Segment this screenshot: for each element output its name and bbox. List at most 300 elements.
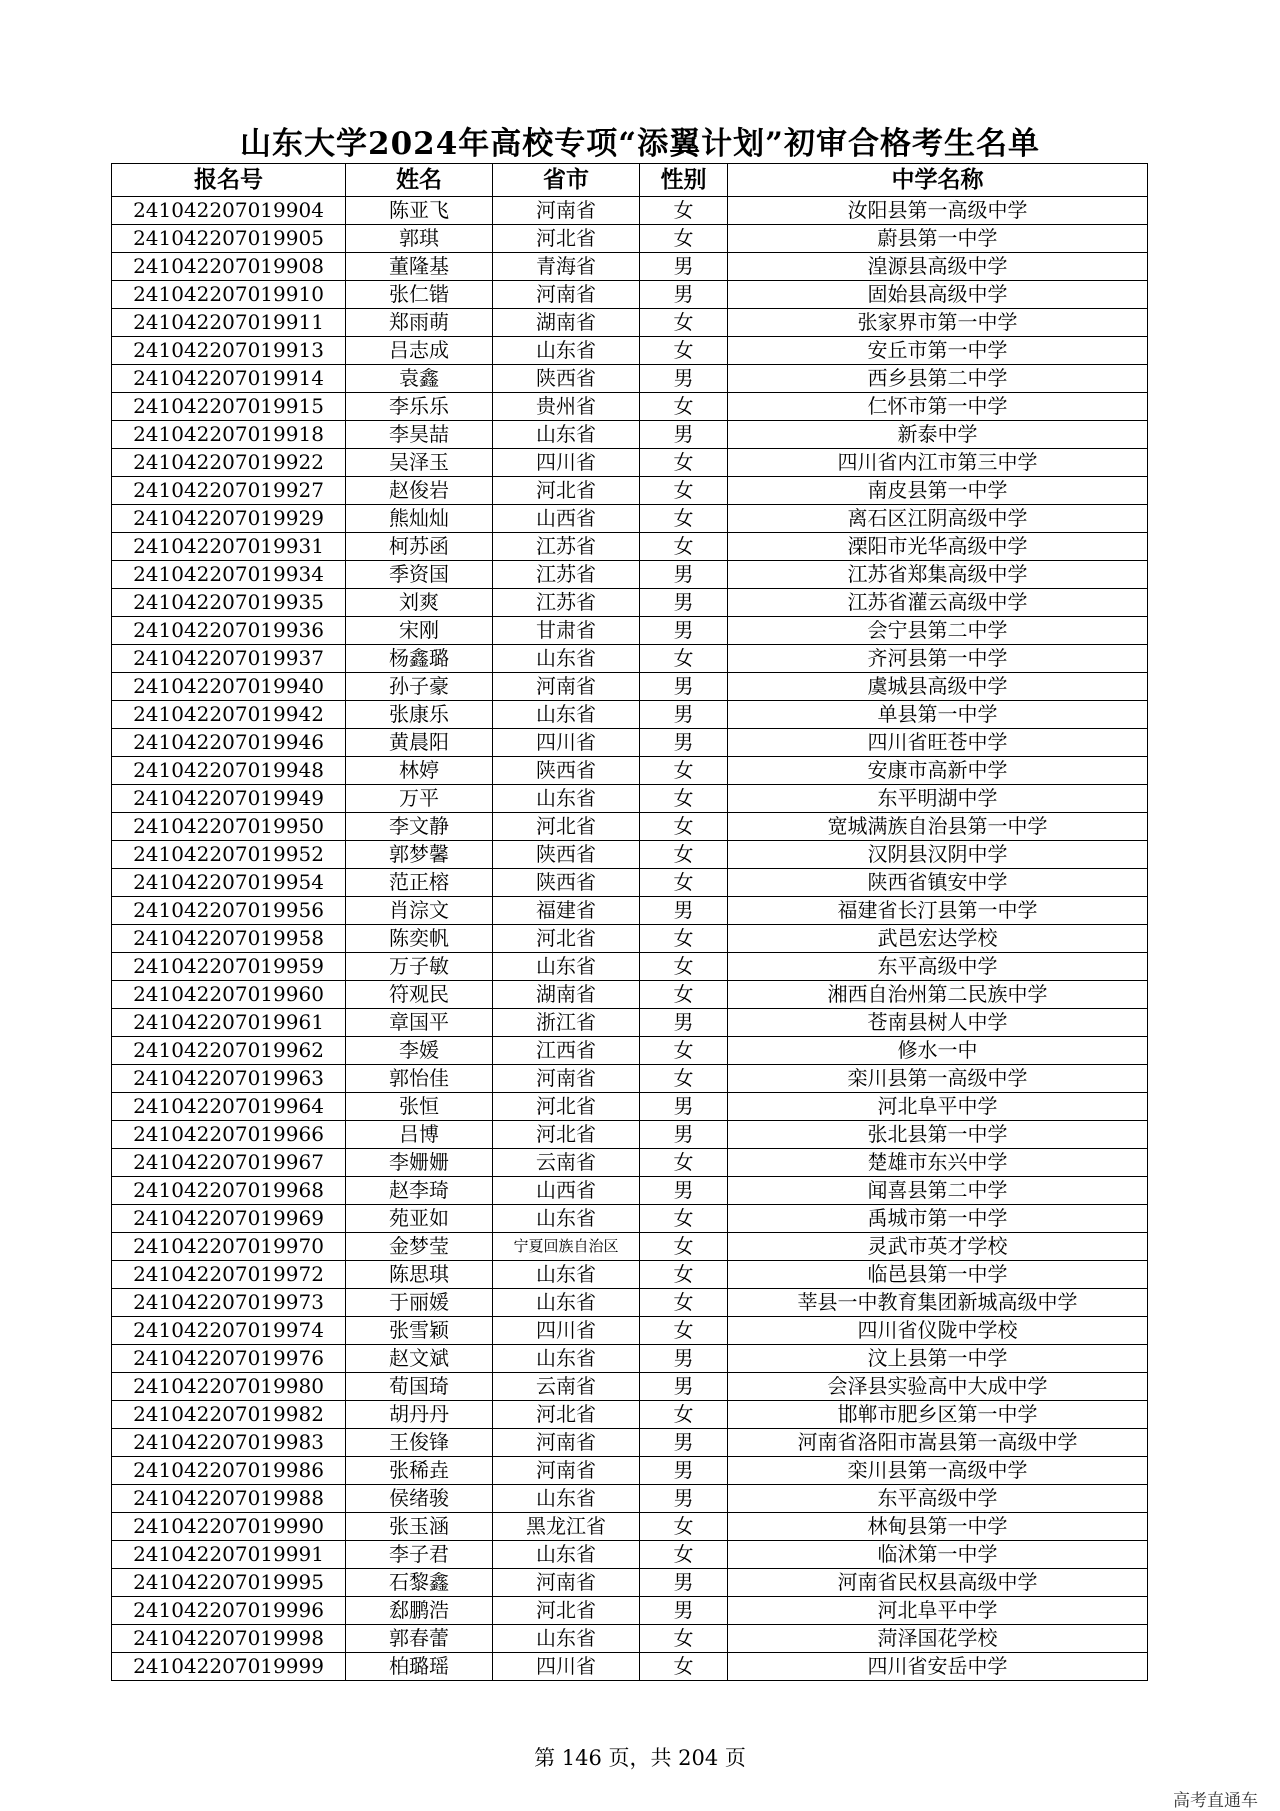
- cell-gender: 女: [640, 645, 728, 673]
- cell-gender: 女: [640, 1401, 728, 1429]
- table-row: [112, 869, 1148, 897]
- cell-gender: 男: [640, 701, 728, 729]
- cell-province: 山东省: [493, 1541, 640, 1569]
- cell-gender: 女: [640, 757, 728, 785]
- cell-registration-number: 241042207019913: [112, 337, 346, 365]
- table-row: [112, 1345, 1148, 1373]
- cell-name: 杨鑫璐: [346, 645, 493, 673]
- cell-school: 禹城市第一中学: [728, 1205, 1148, 1233]
- cell-name: 胡丹丹: [346, 1401, 493, 1429]
- cell-name: 李昊喆: [346, 421, 493, 449]
- header-gender: 性别: [640, 164, 728, 197]
- cell-school: 江苏省灌云高级中学: [728, 589, 1148, 617]
- cell-registration-number: 241042207019914: [112, 365, 346, 393]
- cell-province: 山东省: [493, 701, 640, 729]
- cell-name: 李子君: [346, 1541, 493, 1569]
- cell-province: 云南省: [493, 1149, 640, 1177]
- candidate-table: [111, 163, 1148, 1681]
- cell-gender: 女: [640, 1037, 728, 1065]
- cell-registration-number: 241042207019956: [112, 897, 346, 925]
- table-row: [112, 701, 1148, 729]
- page-title: 山东大学2024年高校专项“添翼计划”初审合格考生名单: [240, 126, 1040, 162]
- cell-name: 柏璐瑶: [346, 1653, 493, 1681]
- cell-school: 安康市高新中学: [728, 757, 1148, 785]
- cell-province: 河北省: [493, 1597, 640, 1625]
- cell-gender: 女: [640, 449, 728, 477]
- cell-name: 郭琪: [346, 225, 493, 253]
- cell-gender: 女: [640, 1653, 728, 1681]
- cell-gender: 男: [640, 1597, 728, 1625]
- cell-name: 荀国琦: [346, 1373, 493, 1401]
- header-province: 省市: [493, 164, 640, 197]
- cell-gender: 男: [640, 1009, 728, 1037]
- cell-name: 苑亚如: [346, 1205, 493, 1233]
- table-row: [112, 1653, 1148, 1681]
- cell-gender: 男: [640, 1177, 728, 1205]
- table-row: [112, 897, 1148, 925]
- cell-name: 吴泽玉: [346, 449, 493, 477]
- cell-gender: 男: [640, 281, 728, 309]
- cell-province: 江西省: [493, 1037, 640, 1065]
- cell-gender: 女: [640, 841, 728, 869]
- cell-province: 贵州省: [493, 393, 640, 421]
- cell-province: 云南省: [493, 1373, 640, 1401]
- cell-school: 临邑县第一中学: [728, 1261, 1148, 1289]
- cell-school: 陕西省镇安中学: [728, 869, 1148, 897]
- cell-gender: 女: [640, 533, 728, 561]
- cell-school: 栾川县第一高级中学: [728, 1065, 1148, 1093]
- cell-province: 四川省: [493, 729, 640, 757]
- cell-name: 范正榕: [346, 869, 493, 897]
- table-row: [112, 533, 1148, 561]
- cell-school: 四川省内江市第三中学: [728, 449, 1148, 477]
- cell-school: 江苏省郑集高级中学: [728, 561, 1148, 589]
- cell-registration-number: 241042207019982: [112, 1401, 346, 1429]
- cell-gender: 女: [640, 197, 728, 225]
- cell-registration-number: 241042207019935: [112, 589, 346, 617]
- cell-school: 楚雄市东兴中学: [728, 1149, 1148, 1177]
- header-school: 中学名称: [728, 164, 1148, 197]
- cell-school: 张北县第一中学: [728, 1121, 1148, 1149]
- cell-school: 南皮县第一中学: [728, 477, 1148, 505]
- cell-name: 李乐乐: [346, 393, 493, 421]
- cell-name: 赵文斌: [346, 1345, 493, 1373]
- cell-school: 湟源县高级中学: [728, 253, 1148, 281]
- cell-province: 山东省: [493, 1205, 640, 1233]
- cell-name: 郄鹏浩: [346, 1597, 493, 1625]
- cell-school: 林甸县第一中学: [728, 1513, 1148, 1541]
- table-row: [112, 1177, 1148, 1205]
- cell-school: 河北阜平中学: [728, 1093, 1148, 1121]
- cell-name: 柯苏函: [346, 533, 493, 561]
- page-number: 第 146 页，共 204 页: [534, 1746, 746, 1770]
- table-row: [112, 1261, 1148, 1289]
- cell-name: 肖淙文: [346, 897, 493, 925]
- cell-registration-number: 241042207019922: [112, 449, 346, 477]
- cell-registration-number: 241042207019991: [112, 1541, 346, 1569]
- cell-registration-number: 241042207019988: [112, 1485, 346, 1513]
- cell-gender: 女: [640, 1261, 728, 1289]
- cell-gender: 男: [640, 589, 728, 617]
- cell-gender: 女: [640, 1205, 728, 1233]
- cell-school: 汝阳县第一高级中学: [728, 197, 1148, 225]
- cell-registration-number: 241042207019954: [112, 869, 346, 897]
- cell-registration-number: 241042207019960: [112, 981, 346, 1009]
- cell-gender: 男: [640, 729, 728, 757]
- cell-province: 河北省: [493, 1093, 640, 1121]
- cell-registration-number: 241042207019969: [112, 1205, 346, 1233]
- cell-school: 东平高级中学: [728, 953, 1148, 981]
- cell-name: 袁鑫: [346, 365, 493, 393]
- cell-name: 陈亚飞: [346, 197, 493, 225]
- cell-name: 赵俊岩: [346, 477, 493, 505]
- cell-name: 陈奕帆: [346, 925, 493, 953]
- table-row: [112, 337, 1148, 365]
- table-row: [112, 309, 1148, 337]
- cell-gender: 女: [640, 1289, 728, 1317]
- cell-province: 河南省: [493, 197, 640, 225]
- cell-registration-number: 241042207019999: [112, 1653, 346, 1681]
- cell-school: 东平明湖中学: [728, 785, 1148, 813]
- cell-name: 符观民: [346, 981, 493, 1009]
- cell-gender: 男: [640, 253, 728, 281]
- cell-gender: 男: [640, 1485, 728, 1513]
- cell-registration-number: 241042207019931: [112, 533, 346, 561]
- cell-registration-number: 241042207019963: [112, 1065, 346, 1093]
- cell-registration-number: 241042207019961: [112, 1009, 346, 1037]
- table-row: [112, 477, 1148, 505]
- cell-registration-number: 241042207019952: [112, 841, 346, 869]
- cell-name: 金梦莹: [346, 1233, 493, 1261]
- table-row: [112, 1429, 1148, 1457]
- table-row: [112, 225, 1148, 253]
- cell-school: 虞城县高级中学: [728, 673, 1148, 701]
- cell-name: 张玉涵: [346, 1513, 493, 1541]
- cell-registration-number: 241042207019964: [112, 1093, 346, 1121]
- cell-name: 熊灿灿: [346, 505, 493, 533]
- cell-gender: 男: [640, 1373, 728, 1401]
- cell-registration-number: 241042207019959: [112, 953, 346, 981]
- cell-name: 张雪颖: [346, 1317, 493, 1345]
- cell-province: 黑龙江省: [493, 1513, 640, 1541]
- cell-registration-number: 241042207019942: [112, 701, 346, 729]
- cell-province: 湖南省: [493, 309, 640, 337]
- cell-school: 苍南县树人中学: [728, 1009, 1148, 1037]
- cell-registration-number: 241042207019962: [112, 1037, 346, 1065]
- cell-gender: 男: [640, 561, 728, 589]
- cell-school: 安丘市第一中学: [728, 337, 1148, 365]
- cell-registration-number: 241042207019958: [112, 925, 346, 953]
- cell-gender: 女: [640, 225, 728, 253]
- cell-school: 东平高级中学: [728, 1485, 1148, 1513]
- table-row: [112, 1597, 1148, 1625]
- cell-gender: 男: [640, 421, 728, 449]
- table-row: [112, 1401, 1148, 1429]
- cell-registration-number: 241042207019940: [112, 673, 346, 701]
- table-row: [112, 841, 1148, 869]
- cell-province: 河南省: [493, 1065, 640, 1093]
- table-row: [112, 589, 1148, 617]
- cell-province: 江苏省: [493, 533, 640, 561]
- header-name: 姓名: [346, 164, 493, 197]
- cell-province: 陕西省: [493, 841, 640, 869]
- cell-gender: 女: [640, 1317, 728, 1345]
- cell-gender: 女: [640, 925, 728, 953]
- cell-province: 山东省: [493, 1261, 640, 1289]
- cell-registration-number: 241042207019972: [112, 1261, 346, 1289]
- cell-registration-number: 241042207019908: [112, 253, 346, 281]
- cell-school: 武邑宏达学校: [728, 925, 1148, 953]
- cell-name: 张仁锴: [346, 281, 493, 309]
- table-row: [112, 1513, 1148, 1541]
- table-row: [112, 1485, 1148, 1513]
- cell-province: 四川省: [493, 449, 640, 477]
- cell-school: 宽城满族自治县第一中学: [728, 813, 1148, 841]
- cell-school: 河南省洛阳市嵩县第一高级中学: [728, 1429, 1148, 1457]
- cell-gender: 女: [640, 1233, 728, 1261]
- table-row: [112, 1037, 1148, 1065]
- cell-name: 李媛: [346, 1037, 493, 1065]
- cell-registration-number: 241042207019974: [112, 1317, 346, 1345]
- cell-school: 仁怀市第一中学: [728, 393, 1148, 421]
- cell-province: 甘肃省: [493, 617, 640, 645]
- table-row: [112, 1065, 1148, 1093]
- cell-school: 栾川县第一高级中学: [728, 1457, 1148, 1485]
- table-row: [112, 421, 1148, 449]
- cell-school: 河南省民权县高级中学: [728, 1569, 1148, 1597]
- cell-province: 山东省: [493, 337, 640, 365]
- cell-name: 于丽媛: [346, 1289, 493, 1317]
- table-row: [112, 1317, 1148, 1345]
- cell-province: 山西省: [493, 505, 640, 533]
- cell-school: 新泰中学: [728, 421, 1148, 449]
- table-row: [112, 1457, 1148, 1485]
- cell-province: 四川省: [493, 1653, 640, 1681]
- table-row: [112, 393, 1148, 421]
- cell-registration-number: 241042207019915: [112, 393, 346, 421]
- table-row: [112, 1205, 1148, 1233]
- cell-registration-number: 241042207019949: [112, 785, 346, 813]
- cell-name: 宋刚: [346, 617, 493, 645]
- table-row: [112, 1625, 1148, 1653]
- table-row: [112, 1569, 1148, 1597]
- cell-province: 河北省: [493, 813, 640, 841]
- table-row: [112, 1149, 1148, 1177]
- cell-registration-number: 241042207019995: [112, 1569, 346, 1597]
- table-row: [112, 197, 1148, 225]
- cell-registration-number: 241042207019983: [112, 1429, 346, 1457]
- table-row: [112, 281, 1148, 309]
- cell-province: 河南省: [493, 1429, 640, 1457]
- cell-gender: 女: [640, 813, 728, 841]
- cell-name: 赵李琦: [346, 1177, 493, 1205]
- cell-gender: 女: [640, 953, 728, 981]
- cell-registration-number: 241042207019966: [112, 1121, 346, 1149]
- cell-registration-number: 241042207019970: [112, 1233, 346, 1261]
- cell-province: 青海省: [493, 253, 640, 281]
- cell-province: 河南省: [493, 1457, 640, 1485]
- cell-gender: 女: [640, 1513, 728, 1541]
- cell-province: 陕西省: [493, 365, 640, 393]
- table-row: [112, 365, 1148, 393]
- cell-province: 浙江省: [493, 1009, 640, 1037]
- cell-registration-number: 241042207019937: [112, 645, 346, 673]
- table-row: [112, 953, 1148, 981]
- cell-name: 石黎鑫: [346, 1569, 493, 1597]
- cell-name: 章国平: [346, 1009, 493, 1037]
- cell-province: 河北省: [493, 1401, 640, 1429]
- table-row: [112, 1009, 1148, 1037]
- table-row: [112, 925, 1148, 953]
- cell-province: 江苏省: [493, 589, 640, 617]
- cell-school: 灵武市英才学校: [728, 1233, 1148, 1261]
- cell-province: 陕西省: [493, 869, 640, 897]
- cell-gender: 女: [640, 1149, 728, 1177]
- cell-name: 吕博: [346, 1121, 493, 1149]
- cell-registration-number: 241042207019950: [112, 813, 346, 841]
- cell-registration-number: 241042207019980: [112, 1373, 346, 1401]
- cell-name: 张康乐: [346, 701, 493, 729]
- table-row: [112, 673, 1148, 701]
- cell-registration-number: 241042207019904: [112, 197, 346, 225]
- cell-registration-number: 241042207019948: [112, 757, 346, 785]
- cell-school: 汉阴县汉阴中学: [728, 841, 1148, 869]
- watermark: 高考直通车: [1173, 1791, 1258, 1811]
- cell-registration-number: 241042207019967: [112, 1149, 346, 1177]
- cell-province: 湖南省: [493, 981, 640, 1009]
- cell-gender: 女: [640, 505, 728, 533]
- cell-school: 溧阳市光华高级中学: [728, 533, 1148, 561]
- table-row: [112, 1233, 1148, 1261]
- cell-name: 侯绪骏: [346, 1485, 493, 1513]
- cell-gender: 女: [640, 869, 728, 897]
- cell-school: 齐河县第一中学: [728, 645, 1148, 673]
- cell-province: 河南省: [493, 281, 640, 309]
- table-row: [112, 981, 1148, 1009]
- table-header-row: [112, 164, 1148, 197]
- cell-registration-number: 241042207019911: [112, 309, 346, 337]
- table-row: [112, 505, 1148, 533]
- table-row: [112, 1121, 1148, 1149]
- cell-province: 四川省: [493, 1317, 640, 1345]
- cell-name: 董隆基: [346, 253, 493, 281]
- cell-province: 河北省: [493, 1121, 640, 1149]
- cell-name: 郭怡佳: [346, 1065, 493, 1093]
- cell-name: 李文静: [346, 813, 493, 841]
- cell-gender: 女: [640, 477, 728, 505]
- cell-gender: 女: [640, 1065, 728, 1093]
- cell-gender: 女: [640, 309, 728, 337]
- cell-province: 山东省: [493, 953, 640, 981]
- cell-school: 菏泽国花学校: [728, 1625, 1148, 1653]
- cell-registration-number: 241042207019927: [112, 477, 346, 505]
- cell-gender: 男: [640, 1457, 728, 1485]
- cell-name: 孙子豪: [346, 673, 493, 701]
- cell-gender: 男: [640, 1093, 728, 1121]
- cell-registration-number: 241042207019968: [112, 1177, 346, 1205]
- cell-registration-number: 241042207019936: [112, 617, 346, 645]
- table-row: [112, 757, 1148, 785]
- cell-school: 修水一中: [728, 1037, 1148, 1065]
- table-row: [112, 561, 1148, 589]
- table-row: [112, 1289, 1148, 1317]
- table-row: [112, 449, 1148, 477]
- cell-gender: 女: [640, 337, 728, 365]
- cell-province: 山东省: [493, 645, 640, 673]
- cell-school: 四川省旺苍中学: [728, 729, 1148, 757]
- cell-school: 湘西自治州第二民族中学: [728, 981, 1148, 1009]
- cell-province: 山东省: [493, 1625, 640, 1653]
- cell-gender: 男: [640, 897, 728, 925]
- table-row: [112, 1373, 1148, 1401]
- cell-registration-number: 241042207019973: [112, 1289, 346, 1317]
- cell-province: 陕西省: [493, 757, 640, 785]
- cell-gender: 女: [640, 1625, 728, 1653]
- cell-name: 郭梦馨: [346, 841, 493, 869]
- cell-registration-number: 241042207019934: [112, 561, 346, 589]
- cell-registration-number: 241042207019998: [112, 1625, 346, 1653]
- cell-province: 河北省: [493, 925, 640, 953]
- cell-school: 会宁县第二中学: [728, 617, 1148, 645]
- cell-province: 山东省: [493, 1345, 640, 1373]
- cell-name: 李姗姗: [346, 1149, 493, 1177]
- cell-province: 宁夏回族自治区: [493, 1233, 640, 1261]
- cell-school: 离石区江阴高级中学: [728, 505, 1148, 533]
- table-row: [112, 617, 1148, 645]
- header-registration-number: 报名号: [112, 164, 346, 197]
- cell-gender: 男: [640, 673, 728, 701]
- cell-registration-number: 241042207019946: [112, 729, 346, 757]
- cell-school: 固始县高级中学: [728, 281, 1148, 309]
- cell-province: 福建省: [493, 897, 640, 925]
- table-row: [112, 1541, 1148, 1569]
- table-row: [112, 813, 1148, 841]
- cell-school: 四川省安岳中学: [728, 1653, 1148, 1681]
- cell-name: 张稀垚: [346, 1457, 493, 1485]
- cell-gender: 女: [640, 785, 728, 813]
- cell-gender: 男: [640, 1345, 728, 1373]
- cell-school: 张家界市第一中学: [728, 309, 1148, 337]
- cell-gender: 男: [640, 1429, 728, 1457]
- cell-province: 山东省: [493, 1289, 640, 1317]
- cell-school: 河北阜平中学: [728, 1597, 1148, 1625]
- cell-school: 四川省仪陇中学校: [728, 1317, 1148, 1345]
- cell-name: 郑雨萌: [346, 309, 493, 337]
- cell-registration-number: 241042207019986: [112, 1457, 346, 1485]
- cell-school: 闻喜县第二中学: [728, 1177, 1148, 1205]
- cell-province: 河北省: [493, 225, 640, 253]
- cell-name: 林婷: [346, 757, 493, 785]
- cell-name: 季资国: [346, 561, 493, 589]
- cell-school: 会泽县实验高中大成中学: [728, 1373, 1148, 1401]
- cell-gender: 女: [640, 981, 728, 1009]
- cell-school: 福建省长汀县第一中学: [728, 897, 1148, 925]
- cell-province: 江苏省: [493, 561, 640, 589]
- table-row: [112, 645, 1148, 673]
- cell-name: 黄晨阳: [346, 729, 493, 757]
- cell-registration-number: 241042207019918: [112, 421, 346, 449]
- table-row: [112, 729, 1148, 757]
- table-row: [112, 1093, 1148, 1121]
- cell-registration-number: 241042207019905: [112, 225, 346, 253]
- cell-registration-number: 241042207019976: [112, 1345, 346, 1373]
- cell-school: 莘县一中教育集团新城高级中学: [728, 1289, 1148, 1317]
- cell-gender: 男: [640, 1569, 728, 1597]
- cell-name: 万子敏: [346, 953, 493, 981]
- table-row: [112, 253, 1148, 281]
- cell-province: 山东省: [493, 421, 640, 449]
- cell-registration-number: 241042207019929: [112, 505, 346, 533]
